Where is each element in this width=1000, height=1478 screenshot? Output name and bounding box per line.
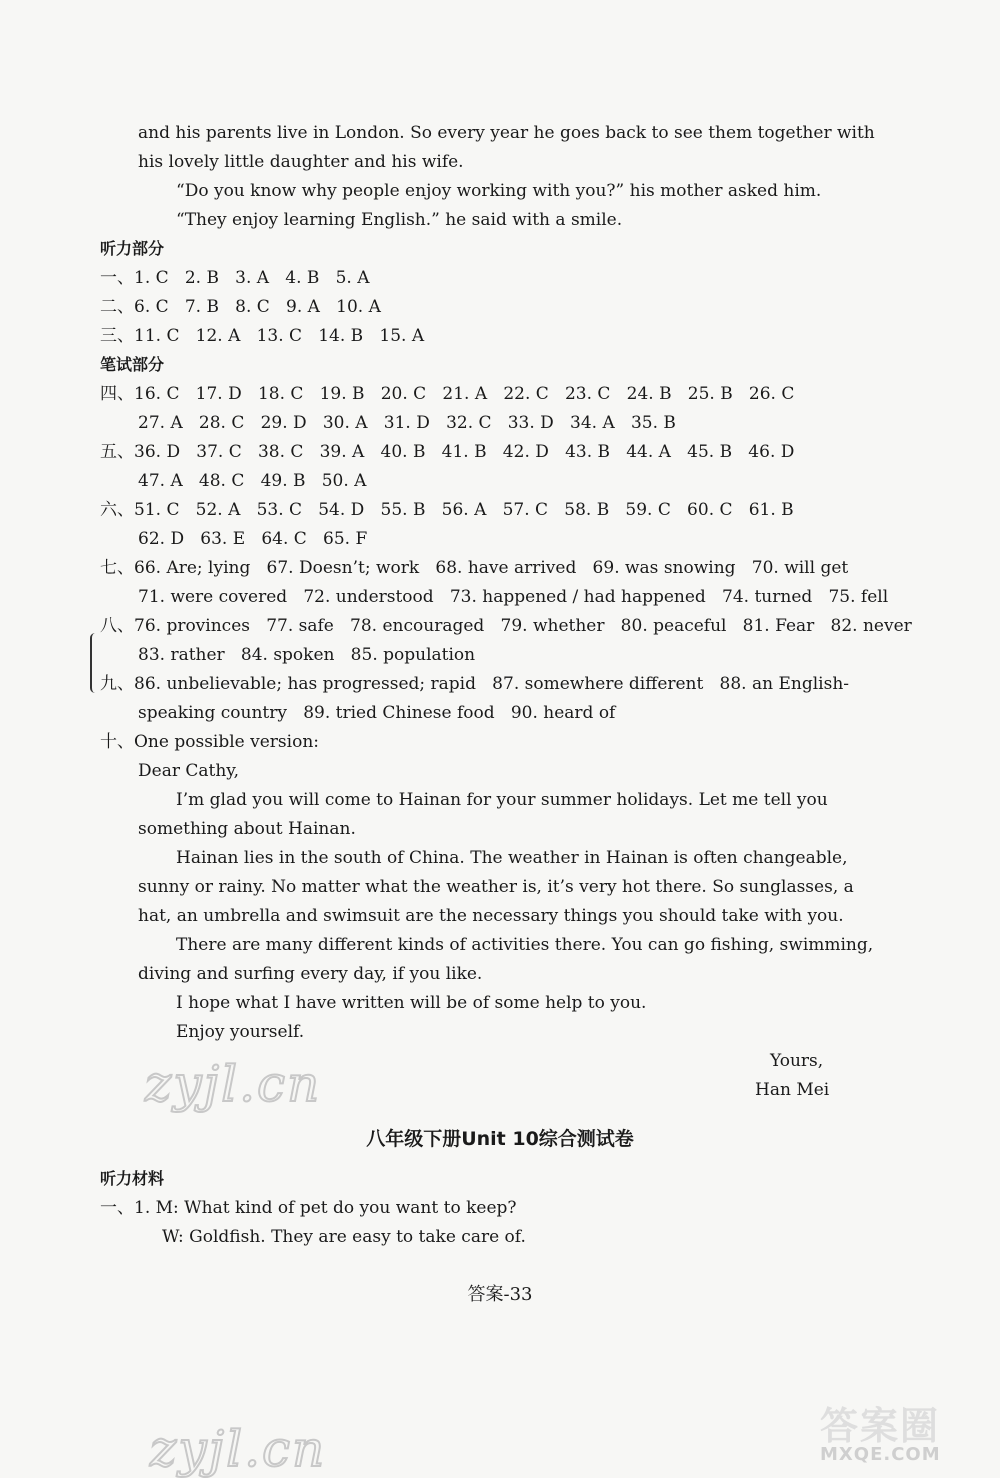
passage-line: and his parents live in London. So every year he goes back to see them together with: [138, 123, 875, 143]
letter-line: Hainan lies in the south of China. The weather in Hainan is often changeable,: [176, 848, 848, 868]
letter-line: diving and surfing every day, if you like.: [138, 964, 483, 984]
pen-margin-mark: [90, 633, 100, 693]
answer-line: 一、1. C 2. B 3. A 4. B 5. A: [100, 268, 370, 288]
page-number: 答案-33: [467, 1284, 533, 1305]
answer-line: 九、86. unbelievable; has progressed; rapid 87. somewhere different 88. an English-: [100, 674, 850, 694]
answer-line: 71. were covered 72. understood 73. happened / had happened 74. turned 75. fell: [138, 587, 889, 607]
test-title: 八年级下册Unit 10综合测试卷: [366, 1128, 634, 1150]
answer-line: 十、One possible version:: [100, 732, 319, 752]
watermark-zyjl: zyjl.cn: [145, 1055, 322, 1113]
answer-line: 七、66. Are; lying 67. Doesn’t; work 68. have arrived 69. was snowing 70. will get: [100, 558, 849, 578]
answer-line: 27. A 28. C 29. D 30. A 31. D 32. C 33. D 34. A 35. B: [138, 413, 676, 433]
passage-line: “They enjoy learning English.” he said with a smile.: [176, 210, 623, 230]
section-heading-listening-material: 听力材料: [100, 1169, 165, 1188]
answer-line: 五、36. D 37. C 38. C 39. A 40. B 41. B 42. D 43. B 44. A 45. B 46. D: [100, 442, 795, 462]
letter-line: I hope what I have written will be of some help to you.: [176, 993, 647, 1013]
passage-line: his lovely little daughter and his wife.: [138, 152, 464, 172]
section-heading-listening: 听力部分: [100, 239, 165, 258]
answer-line: 62. D 63. E 64. C 65. F: [138, 529, 368, 549]
answer-line: 三、11. C 12. A 13. C 14. B 15. A: [100, 326, 425, 346]
answer-line: 六、51. C 52. A 53. C 54. D 55. B 56. A 57. C 58. B 59. C 60. C 61. B: [100, 500, 794, 520]
watermark-daan-text: 答案圈: [820, 1404, 941, 1448]
letter-line: There are many different kinds of activities there. You can go fishing, swimming,: [176, 935, 874, 955]
letter-closing: Yours,: [770, 1051, 824, 1071]
answer-line: 83. rather 84. spoken 85. population: [138, 645, 476, 665]
passage-line: “Do you know why people enjoy working with you?” his mother asked him.: [176, 181, 822, 201]
answer-line: 八、76. provinces 77. safe 78. encouraged 79. whether 80. peaceful 81. Fear 82. never: [100, 616, 912, 636]
letter-greeting: Dear Cathy,: [138, 761, 240, 781]
dialogue-line: 一、1. M: What kind of pet do you want to keep?: [100, 1198, 517, 1218]
answer-line: 四、16. C 17. D 18. C 19. B 20. C 21. A 22. C 23. C 24. B 25. B 26. C: [100, 384, 795, 404]
watermark-daan-logo: [820, 1395, 980, 1465]
letter-line: hat, an umbrella and swimsuit are the necessary things you should take with you.: [138, 906, 844, 926]
answer-line: 47. A 48. C 49. B 50. A: [138, 471, 367, 491]
letter-line: sunny or rainy. No matter what the weather is, it’s very hot there. So sunglasses, a: [138, 877, 854, 897]
dialogue-line: W: Goldfish. They are easy to take care of.: [162, 1227, 526, 1247]
watermark-zyjl-bottom: zyjl.cn: [150, 1420, 327, 1478]
answer-line: speaking country 89. tried Chinese food 90. heard of: [138, 703, 616, 723]
letter-line: Enjoy yourself.: [176, 1022, 305, 1042]
letter-line: something about Hainan.: [138, 819, 356, 839]
section-heading-writing: 笔试部分: [100, 355, 165, 374]
watermark-mxqe-text: MXQE.COM: [820, 1444, 941, 1465]
letter-line: I’m glad you will come to Hainan for your summer holidays. Let me tell you: [176, 790, 828, 810]
letter-signature: Han Mei: [755, 1080, 830, 1100]
answer-line: 二、6. C 7. B 8. C 9. A 10. A: [100, 297, 381, 317]
